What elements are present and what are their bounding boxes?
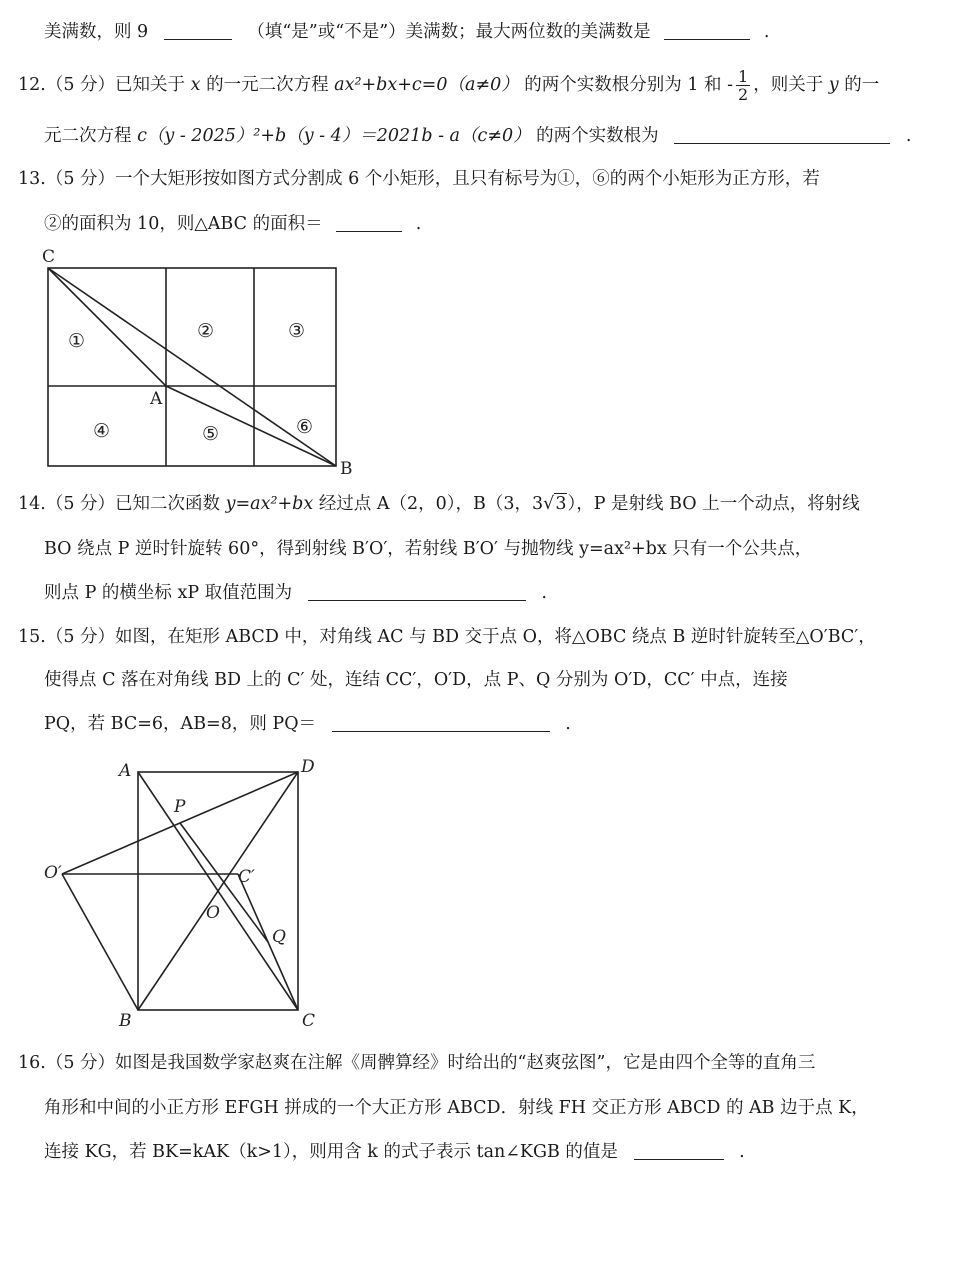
q13-region-1: ① — [68, 330, 86, 352]
q14-end: . — [541, 583, 547, 603]
q13-score: （5 分） — [45, 169, 116, 189]
q11-text-a: 美满数，则 9 — [44, 22, 149, 42]
q12-var-y: y — [828, 75, 839, 95]
q13-region-3: ③ — [288, 320, 306, 342]
q14-sqrt-radicand: 3 — [555, 494, 567, 514]
q16-number: 16. — [18, 1053, 46, 1073]
q12-text: 已知关于 — [115, 75, 186, 95]
q16-answer-blank[interactable] — [634, 1143, 724, 1160]
q12-var-x: x — [190, 75, 201, 95]
q12-text: ，则关于 — [753, 75, 824, 95]
q15-label-c: C — [302, 1011, 316, 1031]
q15-label-d: D — [301, 757, 315, 777]
q15-segment-o-prime-b — [62, 874, 138, 1010]
q14-sqrt: √3 — [543, 494, 567, 514]
q14-text: 已知二次函数 — [115, 494, 221, 514]
q15-label-c-prime: C′ — [238, 867, 255, 887]
q15-label-q: Q — [272, 927, 286, 947]
q12-text: 元二次方程 — [44, 126, 132, 146]
q14-text: ），P 是射线 BO 上一个动点，将射线 — [567, 494, 860, 514]
q13-number: 13. — [18, 169, 46, 189]
q16-text: 角形和中间的小正方形 EFGH 拼成的一个大正方形 ABCD．射线 FH 交正方形 ABCD 的 AB 边于点 K， — [44, 1098, 869, 1118]
q16-end: . — [739, 1142, 745, 1162]
q12-fraction-denominator: 2 — [738, 85, 749, 104]
q14-score: （5 分） — [45, 494, 116, 514]
q15-text: 使得点 C 落在对角线 BD 上的 C′ 处，连结 CC′，O′D，点 P、Q 分别为 O′D，CC′ 中点，连接 — [44, 670, 788, 690]
q15-number: 15. — [18, 627, 46, 647]
q13-region-6: ⑥ — [296, 416, 314, 438]
q13-region-4: ④ — [93, 420, 111, 442]
q16-line-2 — [44, 1097, 869, 1119]
q15-label-a: A — [119, 761, 132, 781]
q15-end: . — [565, 714, 571, 734]
q13-label-a: A — [150, 389, 163, 409]
q12-number: 12. — [18, 75, 46, 95]
q14-text: BO 绕点 P 逆时针旋转 60°，得到射线 B′O′，若射线 B′O′ 与抛物线 y=ax²+bx 只有一个公共点， — [44, 539, 813, 559]
q15-text: 如图，在矩形 ABCD 中，对角线 AC 与 BD 交于点 O，将△OBC 绕点 B 逆时针旋转至△O′BC′， — [115, 627, 876, 647]
q12-score: （5 分） — [45, 75, 116, 95]
q13-label-c: C — [42, 247, 56, 267]
q14-equation: y=ax²+bx — [225, 494, 314, 514]
q12-equation-2: c（y - 2025）²+b（y - 4）＝2021b - a（c≠0） — [137, 126, 531, 146]
q13-region-5: ⑤ — [202, 423, 220, 445]
q14-text: 经过点 A（2，0），B（3，3 — [318, 494, 544, 514]
q13-text: ②的面积为 10，则△ABC 的面积＝ — [44, 214, 323, 234]
q15-text: PQ，若 BC=6，AB=8，则 PQ＝ — [44, 714, 317, 734]
q11-end: . — [763, 22, 770, 42]
q13-end: . — [415, 214, 422, 234]
q15-label-o-prime: O′ — [44, 863, 62, 883]
q16-line-3 — [44, 1141, 745, 1163]
q13-text: 一个大矩形按如图方式分割成 6 个小矩形，且只有标号为①，⑥的两个小矩形为正方形，若 — [115, 169, 820, 189]
q13-region-2: ② — [197, 320, 215, 342]
q14-text: 则点 P 的横坐标 xP 取值范围为 — [44, 583, 293, 603]
q16-score: （5 分） — [45, 1053, 116, 1073]
q13-label-b: B — [340, 459, 353, 479]
q12-text: 的两个实数根为 — [536, 126, 659, 146]
q16-text: 连接 KG，若 BK=kAK（k>1），则用含 k 的式子表示 tan∠KGB 的值是 — [44, 1142, 618, 1162]
q12-text: 的一 — [844, 75, 880, 95]
q12-fraction-numerator: 1 — [738, 67, 749, 86]
q12-end: . — [905, 126, 912, 146]
q12-text: 的一元二次方程 — [206, 75, 329, 95]
q15-label-p: P — [174, 797, 186, 817]
q15-score: （5 分） — [45, 627, 116, 647]
q16-text: 如图是我国数学家赵爽在注解《周髀算经》时给出的“赵爽弦图”，它是由四个全等的直角三 — [115, 1053, 816, 1073]
q11-text-b: （填“是”或“不是”）美满数；最大两位数的美满数是 — [247, 22, 651, 42]
q12-text: 的两个实数根分别为 1 和 - — [524, 75, 734, 95]
q12-equation-1: ax²+bx+c=0（a≠0） — [334, 75, 519, 95]
q15-label-b: B — [119, 1011, 132, 1031]
q15-label-o: O — [206, 903, 220, 923]
q14-number: 14. — [18, 494, 46, 514]
q16-line-1 — [18, 1052, 815, 1074]
